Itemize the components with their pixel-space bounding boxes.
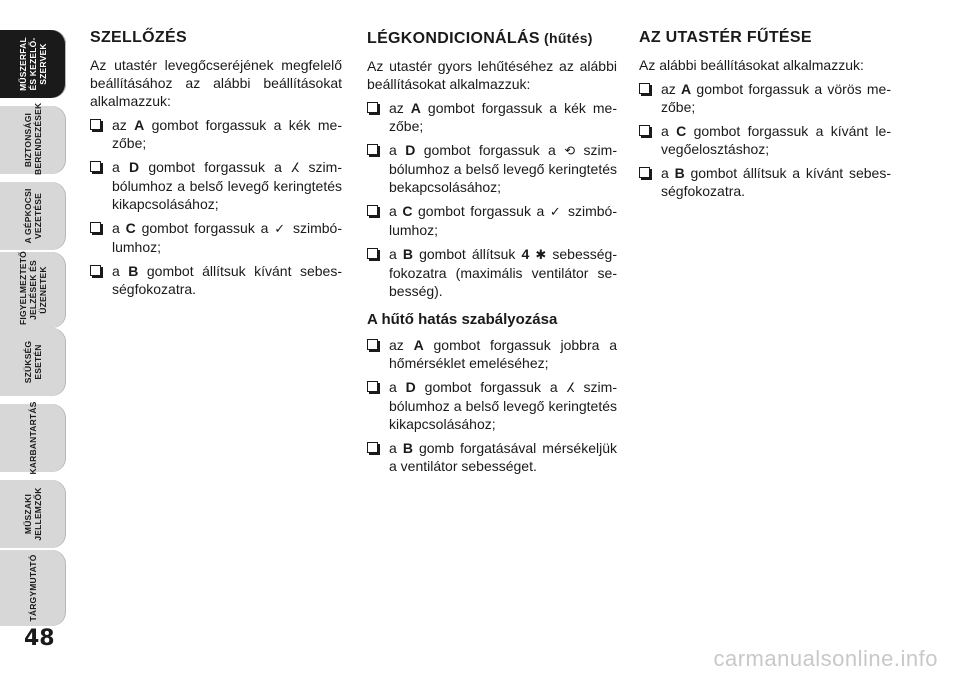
checkbox-bullet-icon xyxy=(367,381,378,392)
knob-letter: A xyxy=(134,117,145,133)
checkbox-bullet-icon xyxy=(367,248,378,259)
knob-letter: D xyxy=(405,142,416,158)
item-text: gombot forgassuk a kék mezőbe; xyxy=(112,117,342,151)
instruction-list xyxy=(90,116,342,298)
control-symbol-icon: ✓ xyxy=(274,221,288,236)
knob-letter: B xyxy=(674,165,685,181)
tab-label: FIGYELMEZTETŐ JELZÉSEK ÉS ÜZENETEK xyxy=(18,251,48,325)
item-text: szimbólumhoz a belső levegő keringtetés bekapcsolásához; xyxy=(389,142,617,195)
item-text: gombot forgassuk a xyxy=(135,220,275,236)
knob-letter: C xyxy=(125,220,136,236)
checkbox-bullet-icon xyxy=(367,205,378,216)
tab-figyelmezteto[interactable] xyxy=(0,252,66,328)
watermark: carmanualsonline.info xyxy=(713,646,938,671)
item-text: gombot állítsuk kívánt sebességfokozatra. xyxy=(112,263,342,297)
list-item xyxy=(367,245,617,300)
knob-letter: B xyxy=(128,263,139,279)
knob-letter: D xyxy=(129,159,140,175)
item-text: gombot forgassuk a kívánt levegőelosztáshoz; xyxy=(661,123,891,157)
tab-targymutato[interactable] xyxy=(0,550,66,626)
item-text: a xyxy=(389,203,403,219)
tab-szukseg[interactable] xyxy=(0,328,66,396)
tab-label: KARBANTARTÁS xyxy=(28,401,38,475)
item-text: a xyxy=(661,123,677,139)
tab-karbantartas[interactable] xyxy=(0,401,66,475)
item-text: szimbólumhoz a belső levegő keringtetés kikapcsolásához; xyxy=(112,159,342,212)
checkbox-bullet-icon xyxy=(90,265,101,276)
item-text: gombot forgassuk a xyxy=(139,159,292,175)
speed-number: 4 xyxy=(521,246,530,262)
control-symbol-icon: ✱ xyxy=(535,247,547,262)
tab-muszerfal[interactable] xyxy=(0,30,66,98)
list-item xyxy=(367,99,617,135)
tab-label: TÁRGYMUTATÓ xyxy=(28,554,38,622)
control-symbol-icon: ⟲ xyxy=(564,143,576,158)
item-text: gombot forgassuk a xyxy=(412,203,550,219)
list-item xyxy=(639,164,891,200)
instruction-list xyxy=(367,336,617,475)
tab-gepkocsi-vezetese[interactable] xyxy=(0,182,66,250)
control-symbol-icon: ⵃ xyxy=(566,380,575,395)
item-text: a xyxy=(389,142,406,158)
item-text: a xyxy=(112,220,126,236)
knob-letter: C xyxy=(402,203,413,219)
item-text: gombot állítsuk a kívánt sebességfokozatra. xyxy=(661,165,891,199)
section-title: SZELLŐZÉS xyxy=(90,29,187,46)
knob-letter: B xyxy=(402,246,413,262)
section-title: AZ UTASTÉR FŰTÉSE xyxy=(639,29,812,46)
checkbox-bullet-icon xyxy=(639,83,650,94)
section-heating xyxy=(639,28,891,206)
item-text: az xyxy=(389,100,411,116)
instruction-list xyxy=(639,80,891,200)
list-item xyxy=(367,439,617,475)
section-intro: Az alábbi beállításokat alkalmazzuk: xyxy=(639,57,864,73)
item-text: a xyxy=(389,379,406,395)
item-text: gombot forgassuk a vörös mezőbe; xyxy=(661,81,891,115)
tab-label: A GÉPKOCSI VEZETÉSE xyxy=(23,188,43,244)
list-item xyxy=(367,141,617,196)
control-symbol-icon: ⵃ xyxy=(291,160,300,175)
knob-letter: A xyxy=(410,100,421,116)
section-ventilation xyxy=(90,28,342,304)
list-item xyxy=(367,378,617,433)
item-text: szimbólumhoz; xyxy=(112,220,342,255)
checkbox-bullet-icon xyxy=(367,339,378,350)
tab-muszaki[interactable] xyxy=(0,480,66,548)
list-item xyxy=(90,262,342,298)
tab-label: BIZTONSÁGI BERENDEZÉSEK xyxy=(23,102,43,175)
checkbox-bullet-icon xyxy=(90,222,101,233)
checkbox-bullet-icon xyxy=(639,167,650,178)
control-symbol-icon: ✓ xyxy=(549,204,563,219)
item-text: a xyxy=(112,159,129,175)
item-text: a xyxy=(389,246,403,262)
knob-letter: D xyxy=(405,379,416,395)
tab-label: MŰSZERFAL ÉS KEZELŐ- SZERVEK xyxy=(18,37,48,91)
list-item xyxy=(367,336,617,372)
section-intro: Az utastér levegőcseréjének megfelelő beállításához az alábbi beállításokat alkalmazzuk: xyxy=(90,57,342,109)
checkbox-bullet-icon xyxy=(367,144,378,155)
item-text: szimbólumhoz a belső levegő keringtetés kikapcsolásához; xyxy=(389,379,617,432)
item-text: az xyxy=(389,337,414,353)
item-text: szimbólumhoz; xyxy=(389,203,617,238)
item-text: a xyxy=(661,165,675,181)
page-number: 48 xyxy=(24,626,55,651)
checkbox-bullet-icon xyxy=(90,119,101,130)
knob-letter: C xyxy=(676,123,687,139)
checkbox-bullet-icon xyxy=(90,161,101,172)
list-item xyxy=(90,219,342,256)
checkbox-bullet-icon xyxy=(367,102,378,113)
tab-label: MŰSZAKI JELLEMZŐK xyxy=(23,487,43,541)
tab-biztonsagi[interactable] xyxy=(0,102,66,175)
item-text: gomb forgatásával mérsékeljük a ventilátor sebességet. xyxy=(389,440,617,474)
section-title: LÉGKONDICIONÁLÁS (hűtés) xyxy=(367,30,593,47)
item-text: az xyxy=(112,117,135,133)
instruction-list xyxy=(367,99,617,300)
knob-letter: A xyxy=(413,337,424,353)
item-text: az xyxy=(661,81,682,97)
section-intro: Az utastér gyors lehűtéséhez az alábbi beállításokat alkalmazzuk: xyxy=(367,58,617,92)
knob-letter: B xyxy=(402,440,413,456)
item-text: a xyxy=(112,263,129,279)
item-text: a xyxy=(389,440,403,456)
item-text: gombot forgassuk a kék mezőbe; xyxy=(389,100,617,134)
checkbox-bullet-icon xyxy=(639,125,650,136)
item-text: gombot forgassuk a xyxy=(415,142,565,158)
subsection-title: A hűtő hatás szabályozása xyxy=(367,311,558,328)
list-item xyxy=(90,158,342,213)
tab-label: SZÜKSÉG ESETÉN xyxy=(23,340,43,384)
item-text: gombot forgassuk a xyxy=(415,379,567,395)
checkbox-bullet-icon xyxy=(367,442,378,453)
item-text: gombot állítsuk xyxy=(413,246,522,262)
list-item xyxy=(90,116,342,152)
section-air-conditioning xyxy=(367,28,617,481)
list-item xyxy=(639,80,891,116)
knob-letter: A xyxy=(681,81,692,97)
list-item xyxy=(367,202,617,239)
item-text: gombot forgassuk jobbra a hőmérséklet emeléséhez; xyxy=(389,337,617,371)
item-text: sebességfokozatra (maximális ventilátor sebesség). xyxy=(389,246,617,299)
list-item xyxy=(639,122,891,158)
